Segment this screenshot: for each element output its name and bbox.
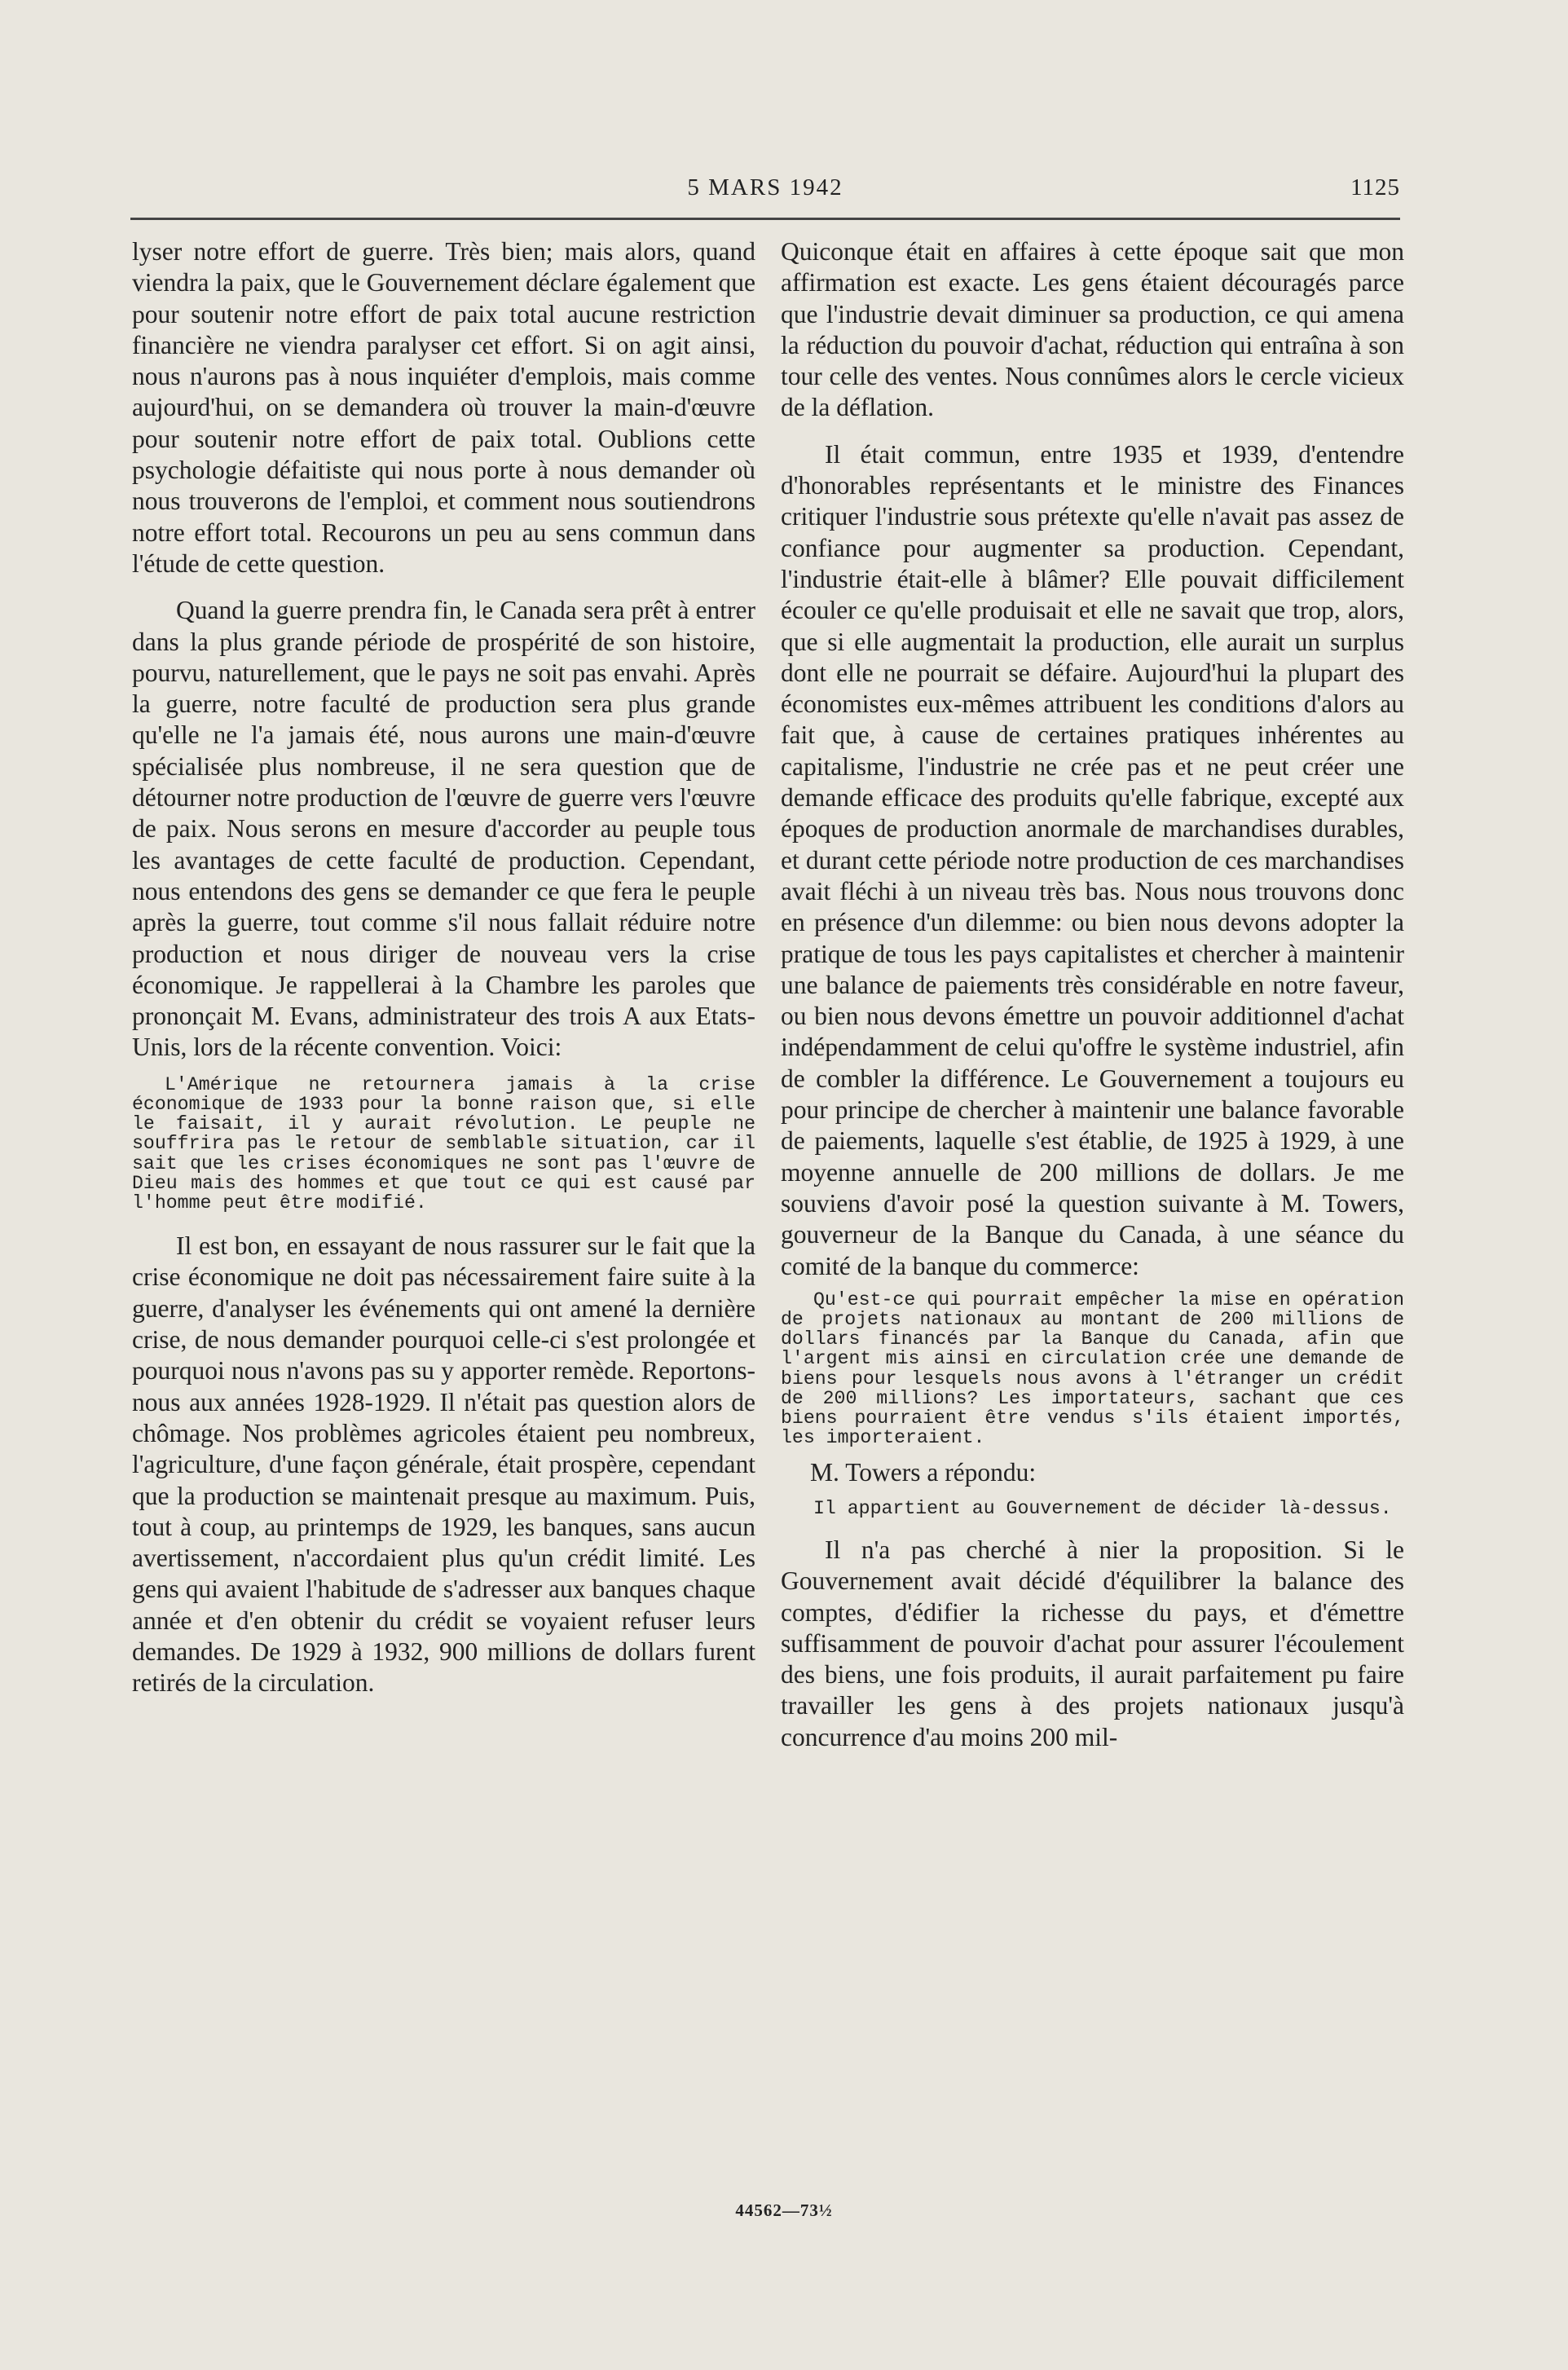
paragraph: Il est bon, en essayant de nous rassurer sur le fait que la crise économique ne doit pas nécessairement faire suite à la guerre, d'analyser les événements qui ont amené la dernière crise, de nous demander pourquoi celle-ci s'est prolongée et pourquoi nous n'avons pas su y apporter remède. Reportons-nous aux années 1928-1929. Il n'était pas question alors de chômage. Nos problèmes agricoles étaient peu nombreux, l'agriculture, d'une façon générale, était prospère, cependant que la production se maintenait presque au maximum. Puis, tout à coup, au printemps de 1929, les banques, sans aucun avertissement, n'accordaient plus qu'un crédit limité. Les gens qui avaient l'habitude de s'adresser aux banques chaque année et d'en obtenir du crédit se voyaient refuser leurs demandes. De 1929 à 1932, 900 millions de dollars furent retirés de la circulation. [132, 1231, 755, 1698]
left-column [132, 236, 755, 1699]
paragraph: Il était commun, entre 1935 et 1939, d'entendre d'honorables représentants et le ministre des Finances critiquer l'industrie sous prétexte qu'elle n'avait pas assez de confiance pour augmenter sa production. Cependant, l'industrie était-elle à blâmer? Elle pouvait difficilement écouler ce qu'elle produisait et elle ne savait que trop, alors, que si elle augmentait la production, elle aurait un surplus dont elle ne pourrait se défaire. Aujourd'hui la plupart des économistes eux-mêmes attribuent les conditions d'alors au fait que, à cause de certaines pratiques inhérentes au capitalisme, l'industrie ne crée pas et ne peut créer une demande efficace des produits qu'elle fabrique, excepté aux époques de production anormale de marchandises durables, et durant cette période notre production de ces marchandises avait fléchi à un niveau très bas. Nous nous trouvons donc en présence d'un dilemme: ou bien nous devons adopter la pratique de tous les pays capitalistes et chercher à maintenir une balance de paiements très considérable en notre faveur, ou bien nous devons émettre un pouvoir additionnel d'achat indépendamment de celui qu'offre le système industriel, afin de combler la différence. Le Gouvernement a toujours eu pour principe de chercher à maintenir une balance favorable de paiements, laquelle s'est établie, de 1925 à 1929, à une moyenne annuelle de 200 millions de dollars. Je me souviens d'avoir posé la question suivante à M. Towers, gouverneur de la Banque du Canada, à une séance du comité de la banque du commerce: [781, 439, 1404, 1280]
paragraph: lyser notre effort de guerre. Très bien; mais alors, quand viendra la paix, que le Gouvernement déclare également que pour soutenir notre effort de paix total aucune restriction financière ne viendra paralyser cet effort. Si on agit ainsi, nous n'aurons pas à nous inquiéter d'emplois, mais comme aujourd'hui, on se demandera où trouver la main-d'œuvre pour soutenir notre effort de paix total. Oublions cette psychologie défaitiste qui nous porte à nous demander où nous trouverons de l'emploi, et comment nous soutiendrons notre effort total. Recourons un peu au sens commun dans l'étude de cette question. [132, 237, 755, 578]
paragraph: Quiconque était en affaires à cette époque sait que mon affirmation est exacte. Les gens étaient découragés parce que l'industrie devait diminuer sa production, ce qui amena la réduction du pouvoir d'achat, réduction qui entraîna à son tour celle des ventes. Nous connûmes alors le cercle vicieux de la déflation. [781, 237, 1404, 422]
paragraph: Quand la guerre prendra fin, le Canada sera prêt à entrer dans la plus grande période de prospérité de son histoire, pourvu, naturellement, que le pays ne soit pas envahi. Après la guerre, notre faculté de production sera plus grande qu'elle ne l'a jamais été, nous aurons une main-d'œuvre spécialisée plus nombreuse, il ne sera question que de détourner notre production de l'œuvre de guerre vers l'œuvre de paix. Nous serons en mesure d'accorder au peuple tous les avantages de cette faculté de production. Cependant, nous entendons des gens se demander ce que fera le peuple après la guerre, tout comme s'il nous fallait réduire notre production et nous diriger de nouveau vers la crise économique. Je rappellerai à la Chambre les paroles que prononçait M. Evans, administrateur des trois A aux Etats-Unis, lors de la récente convention. Voici: [132, 596, 755, 1062]
footer-code: 44562—73½ [735, 2200, 833, 2220]
block-quote: Qu'est-ce qui pourrait empêcher la mise en opération de projets nationaux au montant de 200 millions de dollars financés par la Banque du Canada, afin que l'argent mis ainsi en circulation crée une demande de biens pour lesquels nous avons à l'étranger un crédit de 200 millions? Les importateurs, sachant que ces biens pourraient être vendus s'ils étaient importés, les importeraient. [781, 1289, 1404, 1449]
speaker-line: M. Towers a répondu: [810, 1458, 1037, 1487]
header-date: 5 MARS 1942 [687, 174, 843, 200]
paragraph: Il n'a pas cherché à nier la proposition. Si le Gouvernement avait décidé d'équilibrer la balance des comptes, d'édifier la richesse du pays, et d'émettre suffisamment de pouvoir d'achat pour assurer l'écoulement des biens, une fois produits, il aurait parfaitement pu faire travailler les gens à des projets nationaux jusqu'à concurrence d'au moins 200 mil- [781, 1535, 1404, 1751]
header-rule [130, 218, 1400, 220]
right-column [781, 236, 1404, 1753]
block-quote: L'Amérique ne retournera jamais à la crise économique de 1933 pour la bonne raison que, si elle le faisait, il y aurait révolution. Le peuple ne souffrira pas le retour de semblable situation, car il sait que les crises économiques ne sont pas l'œuvre de Dieu mais des hommes et que tout ce qui est causé par l'homme peut être modifié. [132, 1073, 755, 1214]
page-header [130, 168, 1400, 214]
block-quote: Il appartient au Gouvernement de décider là-dessus. [813, 1497, 1392, 1519]
page-number: 1125 [1350, 174, 1400, 200]
